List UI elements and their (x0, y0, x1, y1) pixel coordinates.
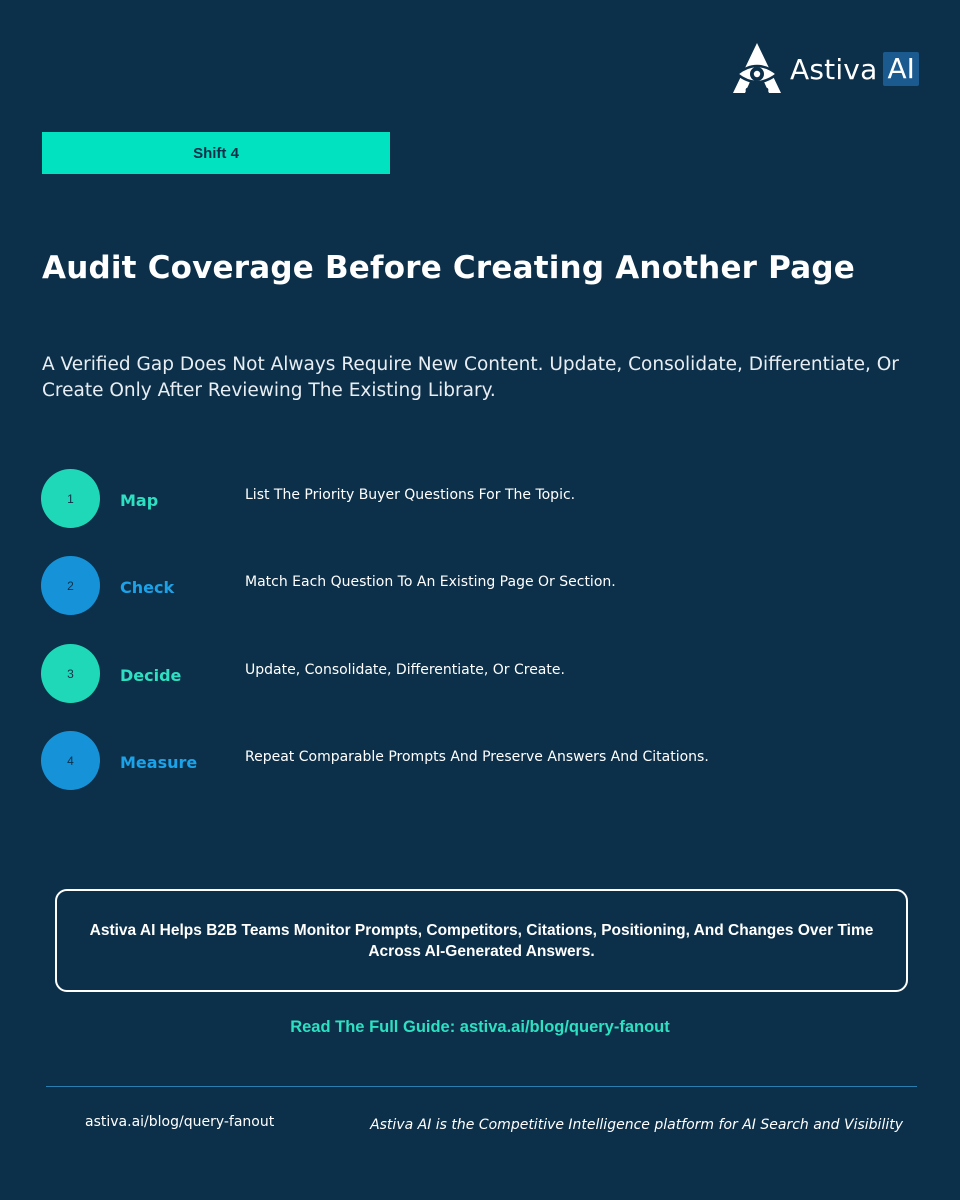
step-number-badge: 3 (41, 644, 100, 703)
footer-tagline: Astiva AI is the Competitive Intelligence platform for AI Search and Visibility (370, 1117, 903, 1133)
step-number-badge: 2 (41, 556, 100, 615)
eye-triangle-logo-icon (728, 40, 786, 98)
step-number-badge: 4 (41, 731, 100, 790)
step-description: List The Priority Buyer Questions For The Topic. (245, 487, 576, 503)
read-guide-link[interactable]: Read The Full Guide: astiva.ai/blog/query-fanout (290, 1018, 670, 1036)
step-description: Repeat Comparable Prompts And Preserve Answers And Citations. (245, 749, 709, 765)
intro-text: A Verified Gap Does Not Always Require New Content. Update, Consolidate, Differentiate, Or Create Only After Reviewing The Existing Library. (42, 354, 899, 401)
shift-label: Shift 4 (193, 144, 239, 162)
callout-text: Astiva AI Helps B2B Teams Monitor Prompts, Competitors, Citations, Positioning, And Changes Over Time Across AI-Generated Answers. (89, 921, 874, 960)
brand-name: Astiva (790, 52, 878, 86)
step-label: Measure (120, 753, 198, 772)
shift-banner (42, 132, 390, 174)
step-number-badge: 1 (41, 469, 100, 528)
footer-divider (46, 1086, 917, 1087)
step-label: Map (120, 491, 159, 510)
step-label: Decide (120, 666, 182, 685)
step-description: Update, Consolidate, Differentiate, Or Create. (245, 662, 565, 678)
step-check (41, 556, 901, 616)
step-description: Match Each Question To An Existing Page Or Section. (245, 574, 616, 590)
brand-logo[interactable] (728, 40, 919, 98)
callout-box (55, 889, 908, 992)
step-decide (41, 644, 901, 704)
step-map (41, 469, 901, 529)
brand-badge: AI (883, 52, 918, 86)
step-measure (41, 731, 901, 791)
page-title: Audit Coverage Before Creating Another Page (42, 250, 855, 286)
step-label: Check (120, 578, 175, 597)
footer-url-link[interactable]: astiva.ai/blog/query-fanout (85, 1114, 275, 1130)
